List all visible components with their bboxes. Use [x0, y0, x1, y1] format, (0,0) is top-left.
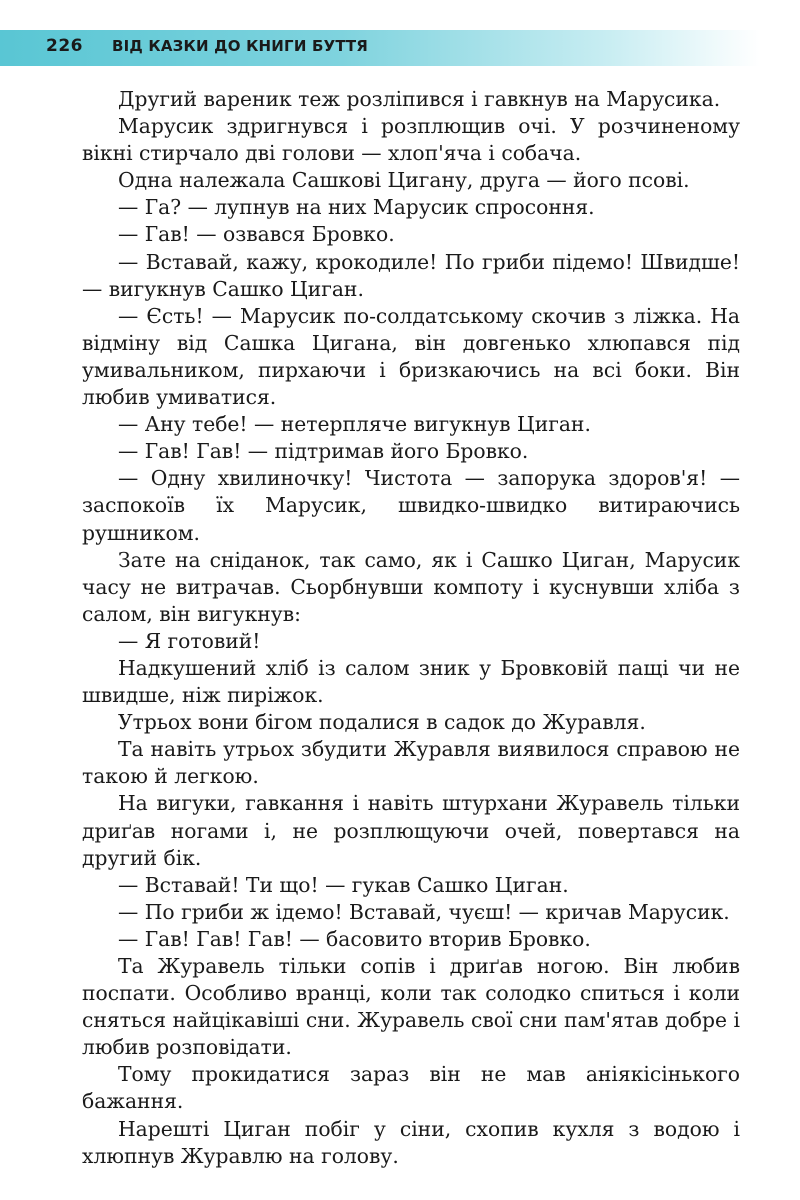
- paragraph: — Вставай! Ти що! — гукав Сашко Циган.: [118, 872, 569, 897]
- paragraph: Та Журавель тільки сопів і дриґав ногою. Він любив поспати. Особливо вранці, коли так солодко спиться і коли сняться найцікавіші сни. Журавель свої сни пам'ятав добре і любив розповідати.: [82, 954, 740, 1060]
- paragraph: Одна належала Сашкові Цигану, друга — його псові.: [118, 168, 690, 193]
- paragraph: Надкушений хліб із салом зник у Бровковій пащі чи не швидше, ніж пиріжок.: [82, 655, 740, 708]
- paragraph: — Одну хвилиночку! Чистота — запорука здоров'я! — заспокоїв їх Марусик, швидко-швидко витираючись рушником.: [82, 466, 740, 545]
- paragraph: — Гав! Гав! — підтримав його Бровко.: [118, 439, 529, 464]
- paragraph: Утрьох вони бігом подалися в садок до Журавля.: [118, 710, 646, 735]
- paragraph: На вигуки, гавкання і навіть штурхани Журавель тільки дриґав ногами і, не розплющуючи очей, повертався на другий бік.: [82, 791, 740, 870]
- paragraph: — Ану тебе! — нетерпляче вигукнув Циган.: [118, 412, 591, 437]
- paragraph: Зате на сніданок, так само, як і Сашко Циган, Марусик часу не витрачав. Сьорбнувши компоту і куснувши хліба з салом, він вигукнув:: [82, 547, 740, 626]
- paragraph: — По гриби ж ідемо! Вставай, чуєш! — кричав Марусик.: [118, 899, 730, 924]
- paragraph: — Вставай, кажу, крокодиле! По гриби підемо! Швидше! — вигукнув Сашко Циган.: [82, 249, 740, 301]
- paragraph: — Гав! — озвався Бровко.: [118, 222, 395, 247]
- story-text: [82, 86, 740, 1170]
- paragraph: Та навіть утрьох збудити Журавля виявилося справою не такою й легкою.: [82, 737, 740, 789]
- paragraph: Нарешті Циган побіг у сіни, схопив кухля з водою і хлюпнув Журавлю на голову.: [82, 1116, 740, 1168]
- paragraph: Другий вареник теж розліпився і гавкнув на Марусика.: [118, 87, 721, 111]
- paragraph: Тому прокидатися зараз він не мав аніякісінького бажання.: [82, 1062, 740, 1114]
- paragraph: — Я готовий!: [118, 628, 261, 653]
- page-number: 226: [46, 36, 83, 56]
- paragraph: — Га? — лупнув на них Марусик спросоння.: [118, 195, 595, 220]
- paragraph: — Єсть! — Марусик по-солдатському скочив з ліжка. На відміну від Сашка Цигана, він довгенько хлюпався під умивальником, пирхаючи і бризкаючись на всі боки. Він любив умиватися.: [82, 303, 740, 410]
- paragraph: — Гав! Гав! Гав! — басовито вторив Бровко.: [118, 926, 591, 951]
- paragraph: Марусик здригнувся і розплющив очі. У розчиненому вікні стирчало дві голови — хлоп'яча і собача.: [82, 114, 740, 166]
- running-title: ВІД КАЗКИ ДО КНИГИ БУТТЯ: [112, 37, 369, 55]
